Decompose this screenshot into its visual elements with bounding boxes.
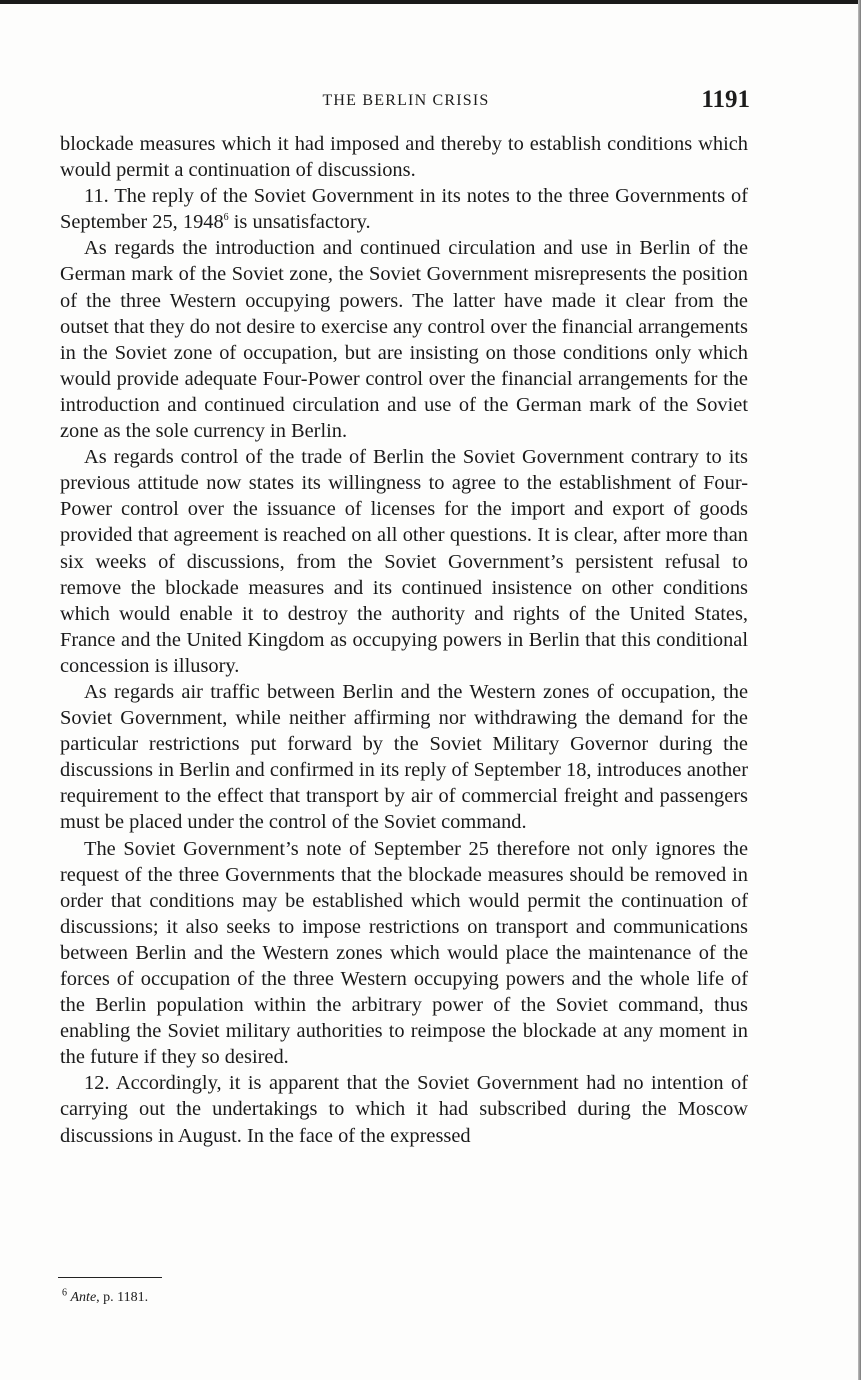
running-title: THE BERLIN CRISIS [322, 92, 490, 109]
page-number: 1191 [701, 86, 750, 113]
page-header [62, 86, 750, 122]
paragraph-air-traffic: As regards air traffic between Berlin and the Western zones of occupation, the Soviet Government, while neither affirming nor withdrawing the demand for the particular restrictions put forward by the Soviet Military Governor during the discussions in Berlin and confirmed in its reply of September 18, introduces another requirement to the effect that transport by air of commercial freight and passengers must be placed under the control of the Soviet command. [60, 680, 748, 834]
paragraph-currency: As regards the introduction and continued circulation and use in Berlin of the German mark of the Soviet zone, the Soviet Government misrepresents the position of the three Western occupying powers. The latter have made it clear from the outset that they do not desire to exercise any control over the financial arrangements in the Soviet zone of occupation, but are insisting on those conditions only which would provide adequate Four-Power control over the financial arrangements for the introduction and continued circulation and use of the German mark of the Soviet zone as the sole currency in Berlin. [60, 237, 748, 443]
paragraph-11-text-end: is unsatisfactory. [228, 211, 371, 234]
footnote-rule [58, 1277, 162, 1278]
paragraph-12: 12. Accordingly, it is apparent that the Soviet Government had no intention of carrying out the undertakings to which it had subscribed during the Moscow discussions in August. In the face of the expressed [60, 1072, 748, 1147]
footnote-mark: 6 [62, 1287, 67, 1299]
paragraph-continuation: blockade measures which it had imposed and thereby to establish conditions which would permit a continuation of discussions. [60, 133, 748, 182]
scan-top-edge [0, 0, 861, 4]
footnote-reference[interactable]: 6 [223, 212, 229, 224]
body-text [60, 131, 748, 1149]
paragraph-trade: As regards control of the trade of Berlin the Soviet Government contrary to its previous attitude now states its willingness to agree to the establishment of Four-Power control over the issuance of licenses for the import and export of goods provided that agreement is reached on all other questions. It is clear, after more than six weeks of discussions, from the Soviet Government’s persistent refusal to remove the blockade measures and its continued insistence on other conditions which would enable it to destroy the authority and rights of the United States, France and the United Kingdom as occupying powers in Berlin that this conditional concession is illusory. [60, 446, 748, 677]
footnote [62, 1287, 562, 1306]
paragraph-11 [60, 183, 748, 235]
footnote-ref-title: Ante [70, 1290, 97, 1305]
paragraph-soviet-note: The Soviet Government’s note of September 25 therefore not only ignores the request of the three Governments that the blockade measures should be removed in order that conditions may be established which would permit the continuation of discussions; it also seeks to impose restrictions on transport and communications between Berlin and the Western zones which would place the maintenance of the forces of occupation of the three Western occupying powers and the whole life of the Berlin population within the arbitrary power of the Soviet command, thus enabling the Soviet military authorities to reimpose the blockade at any moment in the future if they so desired. [60, 837, 748, 1069]
footnote-ref-rest: , p. 1181. [96, 1290, 149, 1305]
paragraph-11-text: 11. The reply of the Soviet Government in its notes to the three Governments of September 25, 1948 [60, 185, 748, 234]
